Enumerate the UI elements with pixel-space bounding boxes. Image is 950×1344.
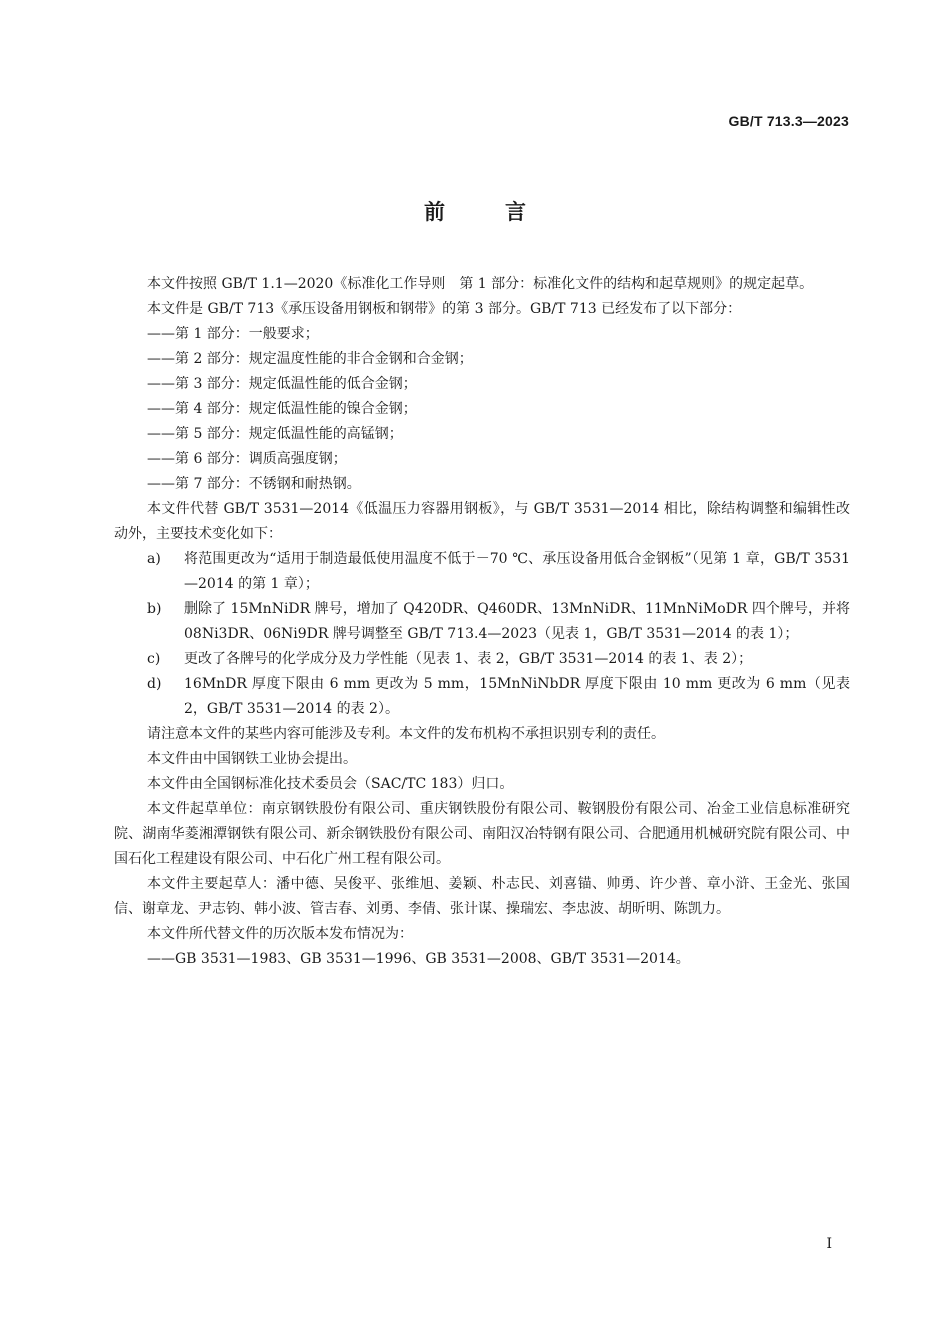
part-list-item: ——第 4 部分：规定低温性能的镍合金钢； [147, 401, 417, 417]
part-list-item: ——第 6 部分：调质高强度钢； [147, 451, 347, 467]
paragraph-drafting-units: 本文件起草单位：南京钢铁股份有限公司、重庆钢铁股份有限公司、鞍钢股份有限公司、冶金工业信息标准研究院、湖南华菱湘潭钢铁有限公司、新余钢铁股份有限公司、南阳汉冶特钢有限公司、合肥通用机械研究院有限公司、中国石化工程建设有限公司、中石化广州工程有限公司。 [114, 801, 850, 867]
foreword-body [114, 272, 850, 972]
page-number: Ⅰ [826, 1236, 832, 1252]
part-list-item: ——第 3 部分：规定低温性能的低合金钢； [147, 376, 417, 392]
change-text: 更改了各牌号的化学成分及力学性能（见表 1、表 2，GB/T 3531—2014 的表 1、表 2）； [184, 651, 753, 667]
change-marker: d) [147, 676, 162, 692]
version-history-item: ——GB 3531—1983、GB 3531—1996、GB 3531—2008、GB/T 3531—2014。 [147, 951, 690, 967]
change-text: 将范围更改为“适用于制造最低使用温度不低于－70 ℃、承压设备用低合金钢板”（见第 1 章，GB/T 3531—2014 的第 1 章）； [184, 551, 850, 592]
paragraph-patent-notice: 请注意本文件的某些内容可能涉及专利。本文件的发布机构不承担识别专利的责任。 [147, 726, 665, 742]
change-item [114, 597, 850, 647]
standard-number: GB/T 713.3—2023 [728, 113, 849, 129]
page-title: 前言 [424, 200, 586, 224]
paragraph-version-history-intro: 本文件所代替文件的历次版本发布情况为： [147, 926, 413, 942]
change-marker: a) [147, 551, 161, 567]
paragraph-drafting-rules: 本文件按照 GB/T 1.1—2020《标准化工作导则 第 1 部分：标准化文件的结构和起草规则》的规定起草。 [147, 276, 814, 292]
change-text: 16MnDR 厚度下限由 6 mm 更改为 5 mm，15MnNiNbDR 厚度下限由 10 mm 更改为 6 mm（见表 2，GB/T 3531—2014 的表 2）。 [184, 676, 850, 717]
part-list-item: ——第 2 部分：规定温度性能的非合金钢和合金钢； [147, 351, 473, 367]
change-marker: b) [147, 601, 162, 617]
change-item [114, 672, 850, 722]
paragraph-proposer: 本文件由中国钢铁工业协会提出。 [147, 751, 357, 767]
part-list-item: ——第 1 部分：一般要求； [147, 326, 319, 342]
part-list-item: ——第 5 部分：规定低温性能的高锰钢； [147, 426, 403, 442]
change-item [114, 647, 850, 672]
change-item [114, 547, 850, 597]
paragraph-drafters: 本文件主要起草人：潘中德、吴俊平、张维旭、姜颖、朴志民、刘喜锚、帅勇、许少普、章小浒、王金光、张国信、谢章龙、尹志钧、韩小波、管吉春、刘勇、李倩、张计谋、操瑞宏、李忠波、胡昕明、陈凯力。 [114, 876, 850, 917]
paragraph-replacement: 本文件代替 GB/T 3531—2014《低温压力容器用钢板》，与 GB/T 3531—2014 相比，除结构调整和编辑性改动外，主要技术变化如下： [114, 501, 850, 542]
paragraph-committee: 本文件由全国钢标准化技术委员会（SAC/TC 183）归口。 [147, 776, 514, 792]
change-marker: c) [147, 651, 161, 667]
change-text: 删除了 15MnNiDR 牌号，增加了 Q420DR、Q460DR、13MnNiDR、11MnNiMoDR 四个牌号，并将 08Ni3DR、06Ni9DR 牌号调整至 GB/T 713.4—2023（见表 1，GB/T 3531—2014 的表 1）； [184, 601, 850, 642]
part-list-item: ——第 7 部分：不锈钢和耐热钢。 [147, 476, 361, 492]
paragraph-series-intro: 本文件是 GB/T 713《承压设备用钢板和钢带》的第 3 部分。GB/T 713 已经发布了以下部分： [147, 301, 742, 317]
